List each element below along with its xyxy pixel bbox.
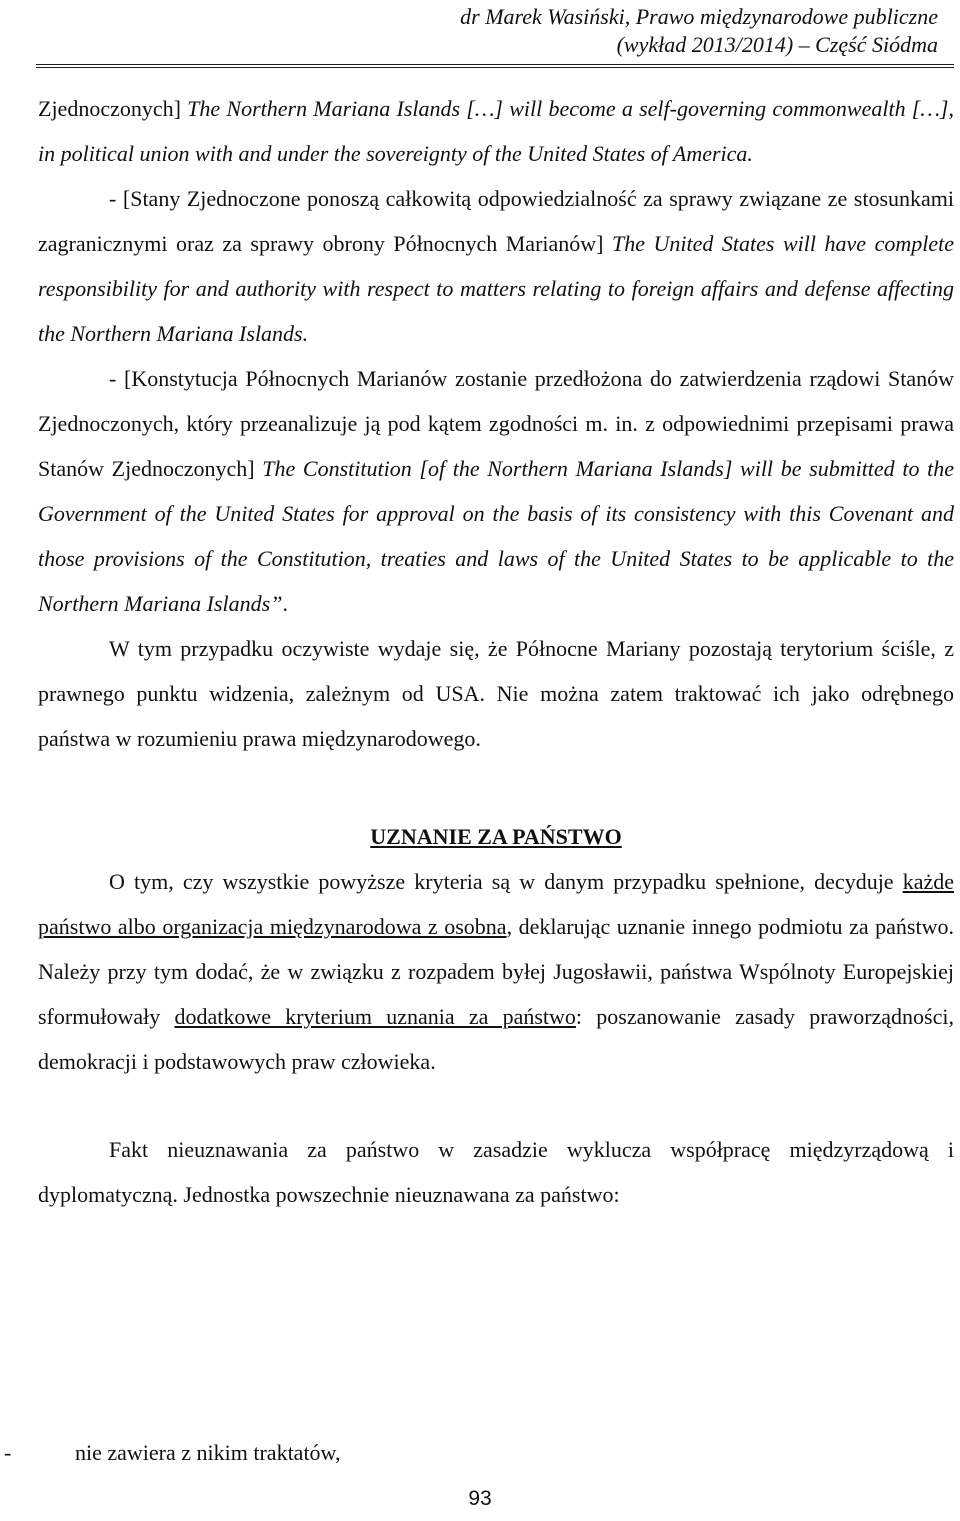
english-quote: The Northern Mariana Islands […] will become a self-governing commonwealth […], in political union with and under the sovereignty of the United States of America. — [38, 96, 954, 166]
document-body — [38, 86, 954, 1217]
paragraph-text: - [Stany Zjednoczone ponoszą całkowitą odpowiedzialność za sprawy związane ze stosunkami zagranicznymi oraz za sprawy obrony Północnych Marianów] — [38, 186, 954, 256]
bullet-dash: - — [4, 1440, 12, 1465]
paragraph-recognition — [38, 859, 954, 1084]
paragraph-constitution-approval — [38, 356, 954, 626]
paragraph-text: , deklarując uznanie innego podmiotu za państwo. Należy przy tym dodać, że w związku z rozpadem byłej Jugosławii, państwa Wspólnoty Europejskiej sformułowały — [38, 914, 954, 1029]
english-quote: The United States will have complete responsibility for and authority with respect to matters relating to foreign affairs and defense affecting the Northern Mariana Islands. — [38, 231, 955, 346]
paragraph-non-recognition: Fakt nieuznawania za państwo w zasadzie wyklucza współpracę międzyrządową i dyplomatyczną. Jednostka powszechnie nieuznawana za państwo: — [38, 1137, 954, 1207]
header-rule-top — [36, 64, 954, 65]
header-author-title: dr Marek Wasiński, Prawo międzynarodowe publiczne — [460, 4, 938, 29]
page-number: 93 — [468, 1487, 492, 1510]
paragraph-text: O tym, czy wszystkie powyższe kryteria są w danym przypadku spełnione, decyduje — [109, 869, 903, 894]
underlined-phrase: każde państwo albo organizacja międzynarodowa z osobna — [38, 869, 954, 939]
paragraph-text: - [Konstytucja Północnych Marianów zostanie przedłożona do zatwierdzenia rządowi Stanów Zjednoczonych, który przeanalizuje ją pod kątem zgodności m. in. z odpowiednimi przepisami prawa Stanów Zjednoczonych] — [38, 366, 954, 481]
spacer — [38, 1084, 954, 1127]
paragraph-text: Zjednoczonych] — [38, 96, 188, 121]
section-heading: UZNANIE ZA PAŃSTWO — [370, 824, 622, 849]
paragraph-covenant-sovereignty — [38, 86, 954, 176]
header-rule-bottom — [36, 67, 954, 68]
page-header — [0, 0, 960, 70]
paragraph-text: . — [282, 591, 288, 616]
paragraph-foreign-affairs — [38, 176, 954, 356]
list-item — [0, 1430, 960, 1475]
english-quote: The Constitution [of the Northern Mariana Islands] will be submitted to the Government of the United States for approval on the basis of its consistency with this Covenant and those provisions of the Constitution, treaties and laws of the United States to be applicable to the Northern Mariana Islands” — [38, 456, 954, 616]
list-item-text: nie zawiera z nikim traktatów, — [75, 1440, 341, 1465]
spacer — [38, 761, 954, 814]
paragraph-dependent-territory: W tym przypadku oczywiste wydaje się, że Północne Mariany pozostają terytorium ściśle, z prawnego punktu widzenia, zależnym od USA. Nie można zatem traktować ich jako odrębnego państwa w rozumieniu prawa międzynarodowego. — [38, 636, 954, 751]
underlined-phrase: dodatkowe kryterium uznania za państwo — [174, 1004, 576, 1029]
header-lecture-info: (wykład 2013/2014) – Część Siódma — [616, 32, 938, 57]
paragraph-text: : poszanowanie zasady praworządności, demokracji i podstawowych praw człowieka. — [38, 1004, 954, 1074]
